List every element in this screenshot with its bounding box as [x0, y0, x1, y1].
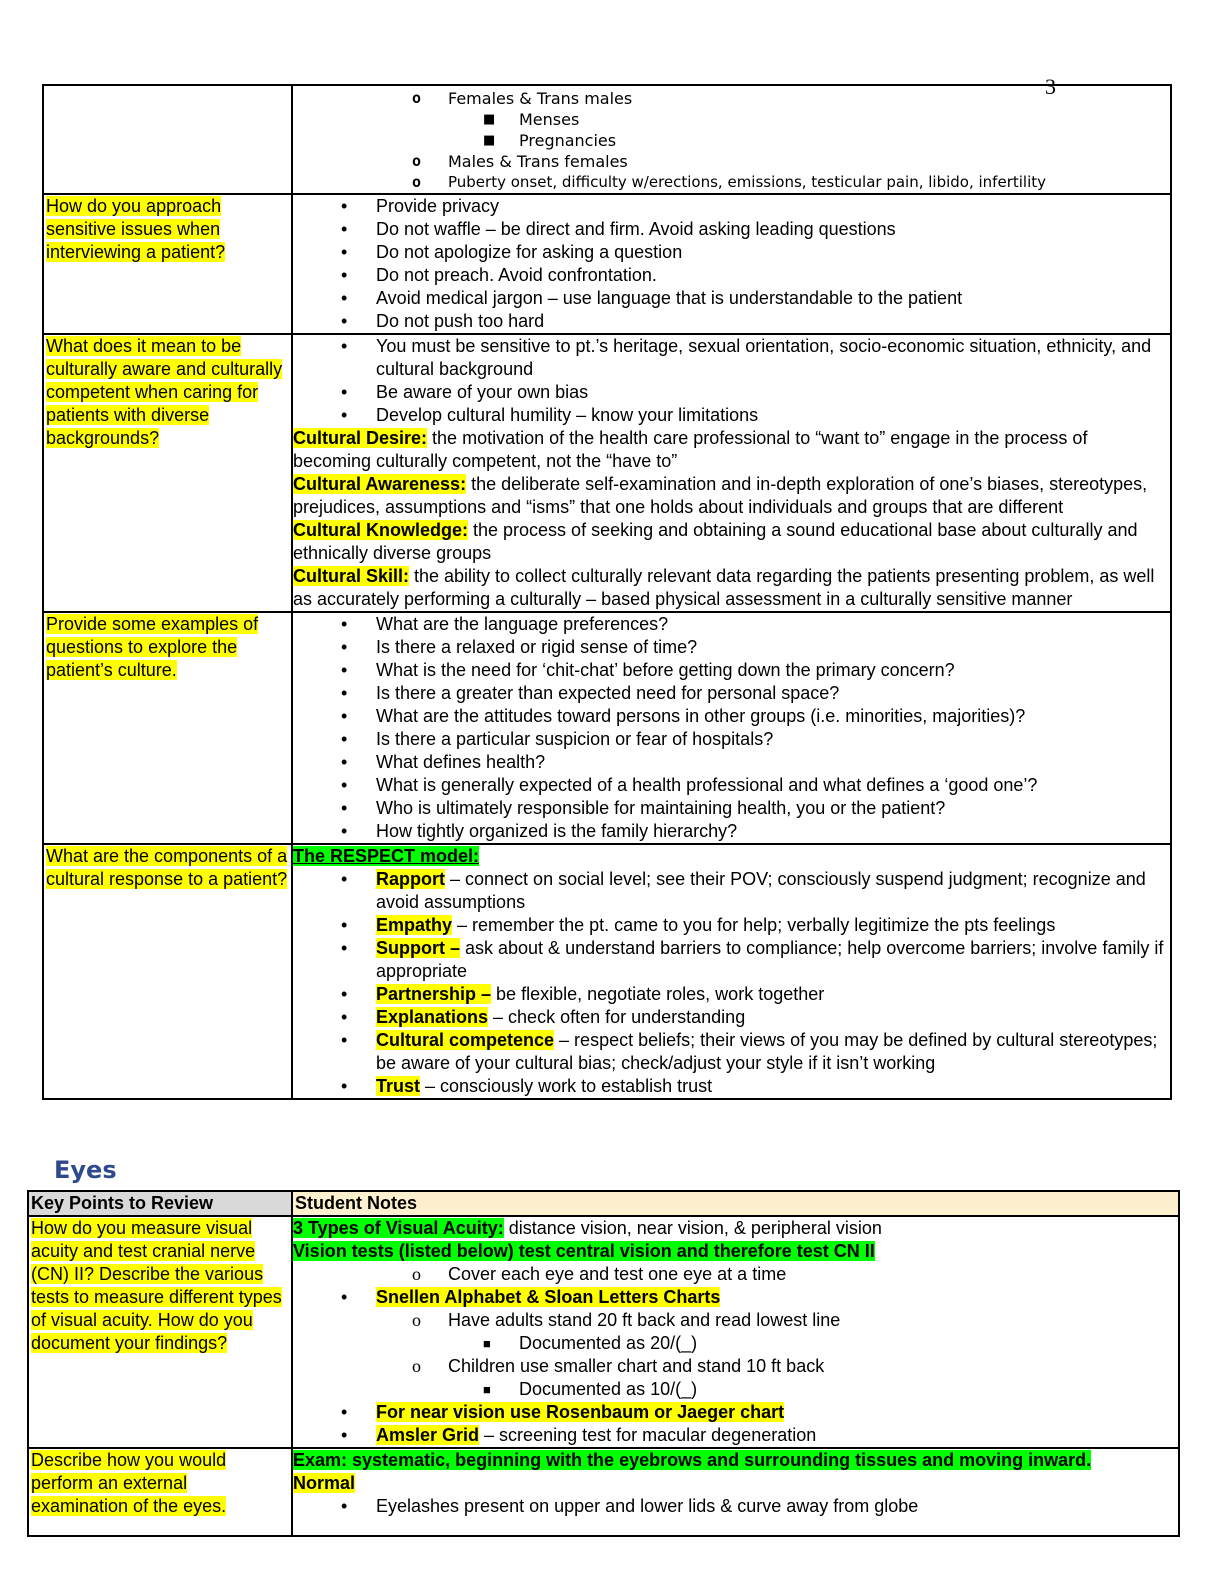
- list-item: o Cover each eye and test one eye at a time: [293, 1263, 1178, 1286]
- list-item: • What defines health?: [293, 751, 1170, 774]
- list-item: • Be aware of your own bias: [293, 381, 1170, 404]
- term-definition: be flexible, negotiate roles, work together: [491, 984, 825, 1004]
- table-row: [43, 844, 1171, 1099]
- term-definition: the ability to collect culturally relevant data regarding the patients presenting problem, as well as accurately performing a culturally – based physical assessment in a culturally sensitive manner: [293, 566, 1155, 609]
- list-item: o Children use smaller chart and stand 10 ft back: [293, 1355, 1178, 1378]
- term-definition: distance vision, near vision, & peripheral vision: [503, 1218, 882, 1238]
- list-item: [293, 868, 1170, 914]
- list-item: • How tightly organized is the family hierarchy?: [293, 820, 1170, 843]
- term-definition: – connect on social level; see their POV; consciously suspend judgment; recognize and avoid assumptions: [376, 869, 1146, 912]
- vision-tests-text: Vision tests (listed below) test central vision and therefore test CN II: [293, 1241, 875, 1261]
- list-item: • Do not push too hard: [293, 310, 1170, 333]
- list-item: • What is the need for ‘chit-chat’ before getting down the primary concern?: [293, 659, 1170, 682]
- notes-cell: [292, 844, 1171, 1099]
- table-row: [43, 334, 1171, 612]
- question-cell: [43, 85, 292, 194]
- list-item: [293, 1029, 1170, 1075]
- term-label: Explanations: [376, 1007, 489, 1027]
- exam-text: Exam: systematic, beginning with the eyebrows and surrounding tissues and moving inward.: [293, 1450, 1092, 1470]
- question-text: What does it mean to be culturally aware and culturally competent when caring for patients with diverse backgrounds?: [46, 336, 283, 448]
- table-row: [28, 1448, 1179, 1536]
- notes-cell: [292, 612, 1171, 844]
- chart-name: For near vision use Rosenbaum or Jaeger chart: [376, 1402, 785, 1422]
- list-item: ■ Pregnancies: [293, 130, 1170, 151]
- term-label: Cultural Awareness:: [293, 474, 467, 494]
- list-item: o Have adults stand 20 ft back and read lowest line: [293, 1309, 1178, 1332]
- definition-paragraph: [293, 473, 1170, 519]
- notes-cell: [292, 334, 1171, 612]
- acuity-line: [293, 1217, 1178, 1240]
- question-text: How do you measure visual acuity and test cranial nerve (CN) II? Describe the various tests to measure different types of visual acuity. How do you document your findings?: [31, 1218, 282, 1353]
- normal-label: Normal: [293, 1473, 356, 1493]
- list-item: [293, 1401, 1178, 1424]
- question-text: Describe how you would perform an external examination of the eyes.: [31, 1450, 227, 1516]
- list-item: • Do not apologize for asking a question: [293, 241, 1170, 264]
- list-item: • Is there a particular suspicion or fear of hospitals?: [293, 728, 1170, 751]
- question-cell: [28, 1216, 292, 1448]
- term-definition: – remember the pt. came to you for help; verbally legitimize the pts feelings: [452, 915, 1056, 935]
- term-label: Partnership –: [376, 984, 492, 1004]
- term-label: Amsler Grid: [376, 1425, 480, 1445]
- definition-paragraph: [293, 519, 1170, 565]
- list-item: [293, 1006, 1170, 1029]
- list-item: • What is generally expected of a health professional and what defines a ‘good one’?: [293, 774, 1170, 797]
- term-definition: the process of seeking and obtaining a sound educational base about culturally and ethnically diverse groups: [293, 520, 1138, 563]
- term-label: 3 Types of Visual Acuity:: [293, 1218, 504, 1238]
- list-item: [293, 914, 1170, 937]
- question-text: Provide some examples of questions to explore the patient’s culture.: [46, 614, 259, 680]
- term-label: Cultural competence: [376, 1030, 555, 1050]
- list-item: ■ Documented as 20/(_): [293, 1332, 1178, 1355]
- list-item: • Is there a relaxed or rigid sense of time?: [293, 636, 1170, 659]
- exam-line: [293, 1449, 1178, 1472]
- list-item: • What are the attitudes toward persons in other groups (i.e. minorities, majorities)?: [293, 705, 1170, 728]
- term-label: Cultural Knowledge:: [293, 520, 468, 540]
- eyes-table: [27, 1190, 1180, 1537]
- question-cell: [43, 334, 292, 612]
- definition-paragraph: [293, 427, 1170, 473]
- term-definition: – screening test for macular degeneration: [479, 1425, 817, 1445]
- list-item: [293, 937, 1170, 983]
- page-number: 3: [1045, 74, 1056, 99]
- term-definition: – consciously work to establish trust: [420, 1076, 713, 1096]
- list-item: ■ Menses: [293, 109, 1170, 130]
- list-item: • Do not waffle – be direct and firm. Avoid asking leading questions: [293, 218, 1170, 241]
- list-item: • Do not preach. Avoid confrontation.: [293, 264, 1170, 287]
- question-cell: [43, 612, 292, 844]
- definition-paragraph: [293, 565, 1170, 611]
- question-text: How do you approach sensitive issues when interviewing a patient?: [46, 196, 226, 262]
- term-definition: the motivation of the health care professional to “want to” engage in the process of becoming culturally competent, not the “have to”: [293, 428, 1088, 471]
- table-row: [28, 1216, 1179, 1448]
- list-item: • Avoid medical jargon – use language that is understandable to the patient: [293, 287, 1170, 310]
- respect-model-title: The RESPECT model:: [293, 846, 480, 866]
- question-cell: [43, 844, 292, 1099]
- notes-cell: [292, 85, 1171, 194]
- list-item: • Eyelashes present on upper and lower lids & curve away from globe: [293, 1495, 1178, 1518]
- cultural-assessment-table: [42, 84, 1172, 1100]
- list-item: [293, 1075, 1170, 1098]
- term-definition: the deliberate self-examination and in-depth exploration of one’s biases, stereotypes, prejudices, assumptions and “isms” that one holds about individuals and groups that are different: [293, 474, 1148, 517]
- list-item: • Is there a greater than expected need for personal space?: [293, 682, 1170, 705]
- term-definition: ask about & understand barriers to compliance; help overcome barriers; involve family if appropriate: [376, 938, 1164, 981]
- header-key-points: Key Points to Review: [28, 1191, 292, 1216]
- term-label: Empathy: [376, 915, 453, 935]
- notes-cell: [292, 194, 1171, 334]
- table-row: [43, 194, 1171, 334]
- notes-cell: [292, 1216, 1179, 1448]
- list-item: [293, 1286, 1178, 1309]
- section-title: Eyes: [54, 1156, 117, 1184]
- term-definition: – check often for understanding: [488, 1007, 746, 1027]
- list-item: • You must be sensitive to pt.’s heritage, sexual orientation, socio-economic situation, ethnicity, and cultural background: [293, 335, 1170, 381]
- list-item: [293, 1424, 1178, 1447]
- list-item: • What are the language preferences?: [293, 613, 1170, 636]
- header-student-notes: Student Notes: [292, 1191, 1179, 1216]
- notes-cell: [292, 1448, 1179, 1536]
- chart-name: Snellen Alphabet & Sloan Letters Charts: [376, 1287, 721, 1307]
- model-heading: [293, 845, 1170, 868]
- table-row: [43, 85, 1171, 194]
- list-item: • Develop cultural humility – know your limitations: [293, 404, 1170, 427]
- question-text: What are the components of a cultural response to a patient?: [46, 846, 288, 889]
- list-item: o Males & Trans females: [293, 151, 1170, 172]
- term-label: Rapport: [376, 869, 445, 889]
- term-label: Cultural Desire:: [293, 428, 428, 448]
- table-row: [43, 612, 1171, 844]
- term-label: Support –: [376, 938, 460, 958]
- list-item: • Provide privacy: [293, 195, 1170, 218]
- question-cell: [43, 194, 292, 334]
- table-header-row: [28, 1191, 1179, 1216]
- normal-line: [293, 1472, 1178, 1495]
- term-label: Trust: [376, 1076, 421, 1096]
- term-label: Cultural Skill:: [293, 566, 410, 586]
- list-item: • Who is ultimately responsible for maintaining health, you or the patient?: [293, 797, 1170, 820]
- list-item: [293, 983, 1170, 1006]
- list-item: o Puberty onset, difficulty w/erections, emissions, testicular pain, libido, infertility: [293, 172, 1170, 193]
- vision-tests-line: [293, 1240, 1178, 1263]
- question-cell: [28, 1448, 292, 1536]
- list-item: ■ Documented as 10/(_): [293, 1378, 1178, 1401]
- term-definition: – respect beliefs; their views of you may be defined by cultural stereotypes; be aware of your cultural bias; check/adjust your style if it isn’t working: [376, 1030, 1158, 1073]
- list-item: o Females & Trans males: [293, 88, 1170, 109]
